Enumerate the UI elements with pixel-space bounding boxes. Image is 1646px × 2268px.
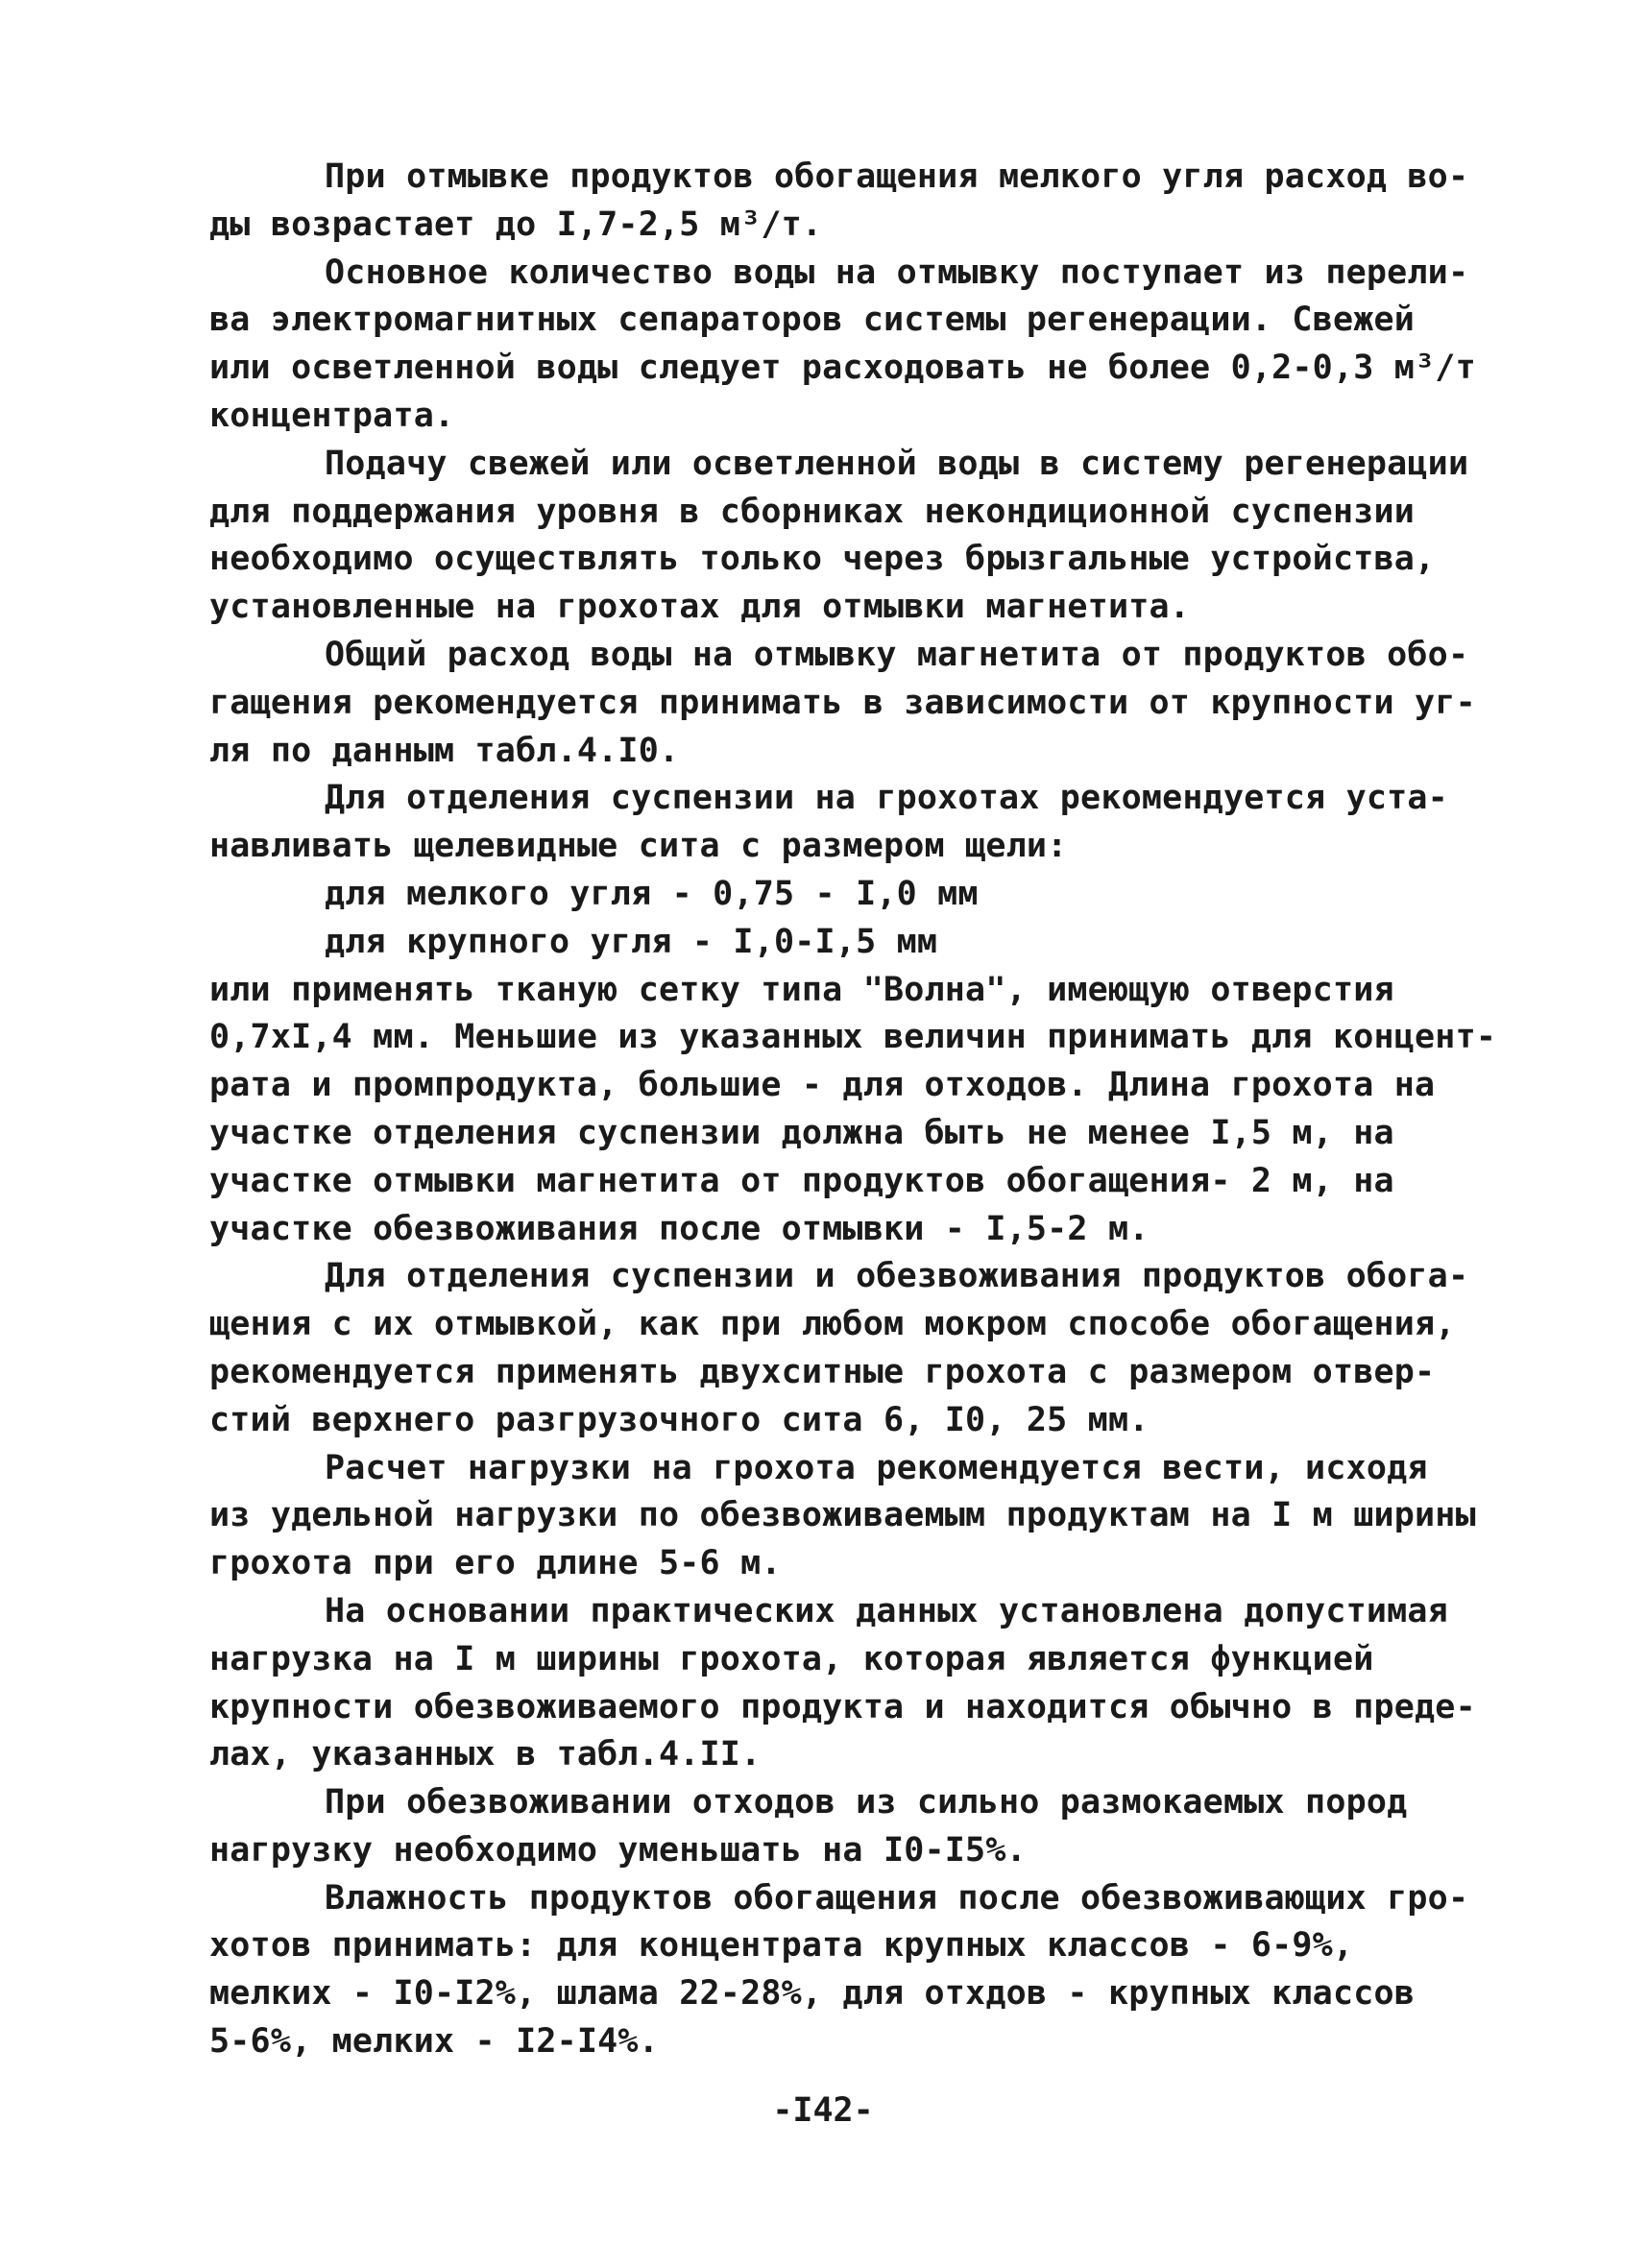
text-line: крупности обезвоживаемого продукта и находится обычно в преде- — [209, 1687, 1476, 1726]
text-line: для крупного угля - I,0-I,5 мм — [325, 922, 938, 961]
text-line: лах, указанных в табл.4.II. — [209, 1735, 762, 1774]
text-line: для мелкого угля - 0,75 - I,0 мм — [325, 874, 979, 913]
text-line: или осветленной воды следует расходовать не более 0,2-0,3 м³/т — [209, 349, 1476, 388]
text-line: Для отделения суспензии и обезвоживания продуктов обога- — [325, 1257, 1469, 1296]
text-line: Основное количество воды на отмывку поступает из перели- — [325, 253, 1469, 292]
text-line: для поддержания уровня в сборниках некондиционной суспензии — [209, 492, 1416, 531]
text-line: щения с их отмывкой, как при любом мокром способе обогащения, — [209, 1305, 1456, 1344]
text-line: Для отделения суспензии на грохотах рекомендуется уста- — [325, 779, 1448, 818]
text-line: ды возрастает до I,7-2,5 м³/т. — [209, 205, 823, 244]
text-line: необходимо осуществлять только через брызгальные устройства, — [209, 540, 1436, 579]
text-line: При обезвоживании отходов из сильно размокаемых пород — [325, 1783, 1408, 1822]
text-line: гащения рекомендуется принимать в зависимости от крупности уг- — [209, 683, 1476, 722]
text-line: Влажность продуктов обогащения после обезвоживающих гро- — [325, 1878, 1469, 1918]
text-line: ля по данным табл.4.I0. — [209, 731, 680, 770]
page-number: -I42- — [772, 2091, 874, 2130]
text-line: нагрузка на I м ширины грохота, которая является функцией — [209, 1639, 1374, 1678]
text-line: рекомендуется применять двухситные грохота с размером отвер- — [209, 1352, 1436, 1391]
text-line: хотов принимать: для концентрата крупных классов - 6-9%, — [209, 1926, 1354, 1966]
text-line: навливать щелевидные сита с размером щели: — [209, 827, 1068, 866]
text-line: стий верхнего разгрузочного сита 6, I0, 25 мм. — [209, 1400, 1150, 1439]
text-line: концентрата. — [209, 396, 455, 435]
body-text — [209, 154, 1497, 2066]
text-line: или применять тканую сетку типа "Волна", имеющую отверстия — [209, 970, 1394, 1009]
text-line: участке отделения суспензии должна быть не менее I,5 м, на — [209, 1113, 1394, 1152]
text-line: Подачу свежей или осветленной воды в систему регенерации — [325, 444, 1469, 483]
text-line: нагрузку необходимо уменьшать на I0-I5%. — [209, 1830, 1027, 1870]
text-line: На основании практических данных установлена допустимая — [325, 1591, 1448, 1630]
text-line: 0,7хI,4 мм. Меньшие из указанных величин принимать для концент- — [209, 1018, 1497, 1057]
text-line: При отмывке продуктов обогащения мелкого угля расход во- — [325, 157, 1469, 196]
text-line: мелких - I0-I2%, шлама 22-28%, для отхдов - крупных классов — [209, 1974, 1416, 2014]
text-line: установленные на грохотах для отмывки магнетита. — [209, 588, 1191, 627]
text-line: Общий расход воды на отмывку магнетита от продуктов обо- — [325, 635, 1469, 674]
text-line: Расчет нагрузки на грохота рекомендуется вести, исходя — [325, 1448, 1428, 1487]
text-line: рата и промпродукта, большие - для отходов. Длина грохота на — [209, 1066, 1436, 1105]
text-line: 5-6%, мелких - I2-I4%. — [209, 2022, 659, 2062]
text-line: грохота при его длине 5-6 м. — [209, 1544, 782, 1583]
text-line: участке обезвоживания после отмывки - I,5-2 м. — [209, 1209, 1150, 1248]
text-line: из удельной нагрузки по обезвоживаемым продуктам на I м ширины — [209, 1496, 1476, 1535]
text-line: ва электромагнитных сепараторов системы регенерации. Свежей — [209, 301, 1416, 340]
text-line: участке отмывки магнетита от продуктов обогащения- 2 м, на — [209, 1161, 1394, 1200]
